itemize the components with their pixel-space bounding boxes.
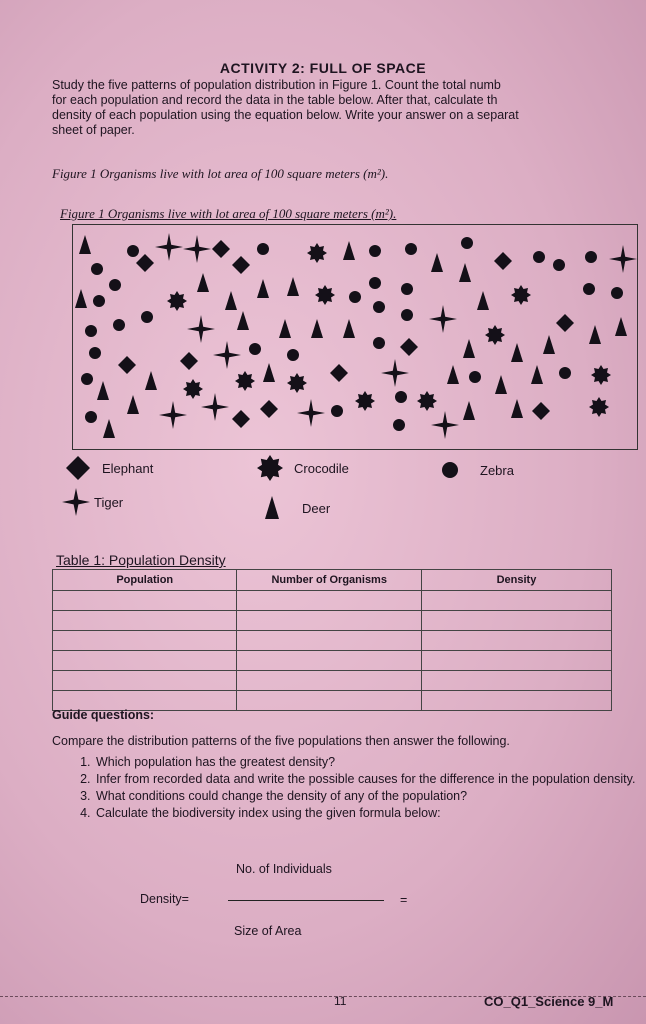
zebra-organism-icon	[81, 373, 93, 385]
legend-tiger	[62, 488, 123, 516]
tiger-organism-icon	[187, 315, 215, 343]
elephant-organism-icon	[260, 400, 278, 418]
zebra-organism-icon	[141, 311, 153, 323]
elephant-diamond-icon	[64, 454, 92, 482]
crocodile-organism-icon	[183, 379, 203, 399]
figure-caption-repeat: Figure 1 Organisms live with lot area of 100 square meters (m²).	[60, 206, 397, 221]
formula-numerator: No. of Individuals	[236, 862, 332, 876]
header-density: Density	[421, 570, 611, 591]
tiger-organism-icon	[297, 399, 325, 427]
formula-equals: =	[400, 893, 408, 907]
intro-line: for each population and record the data in the table below. After that, calculate th	[52, 93, 498, 107]
deer-organism-icon	[145, 371, 157, 390]
zebra-organism-icon	[287, 349, 299, 361]
elephant-organism-icon	[556, 314, 574, 332]
deer-organism-icon	[127, 395, 139, 414]
zebra-organism-icon	[113, 319, 125, 331]
formula-label: Density=	[140, 892, 189, 906]
crocodile-organism-icon	[589, 397, 609, 417]
deer-organism-icon	[225, 291, 237, 310]
guide-question: 1. Which population has the greatest density?	[94, 754, 646, 771]
table-row	[53, 651, 612, 671]
crocodile-organism-icon	[485, 325, 505, 345]
table-cell[interactable]	[53, 671, 237, 691]
deer-organism-icon	[589, 325, 601, 344]
elephant-organism-icon	[232, 256, 250, 274]
zebra-organism-icon	[85, 411, 97, 423]
zebra-organism-icon	[373, 301, 385, 313]
zebra-organism-icon	[257, 243, 269, 255]
guide-question: 2. Infer from recorded data and write the possible causes for the difference in the population density.	[94, 771, 646, 788]
table-cell[interactable]	[421, 611, 611, 631]
crocodile-organism-icon	[511, 285, 531, 305]
elephant-organism-icon	[494, 252, 512, 270]
tiger-organism-icon	[609, 245, 637, 273]
tiger-star-icon	[62, 488, 90, 516]
zebra-organism-icon	[369, 245, 381, 257]
elephant-organism-icon	[136, 254, 154, 272]
elephant-organism-icon	[180, 352, 198, 370]
zebra-organism-icon	[109, 279, 121, 291]
deer-organism-icon	[311, 319, 323, 338]
deer-organism-icon	[263, 363, 275, 382]
zebra-organism-icon	[393, 419, 405, 431]
table-cell[interactable]	[53, 651, 237, 671]
legend-zebra-label: Zebra	[480, 462, 514, 478]
tiger-organism-icon	[183, 235, 211, 263]
table-cell[interactable]	[237, 651, 421, 671]
organism-field	[72, 224, 638, 450]
zebra-organism-icon	[401, 283, 413, 295]
table-cell[interactable]	[421, 691, 611, 711]
legend-elephant	[64, 454, 153, 482]
deer-organism-icon	[459, 263, 471, 282]
tiger-organism-icon	[429, 305, 457, 333]
zebra-organism-icon	[461, 237, 473, 249]
deer-organism-icon	[197, 273, 209, 292]
deer-organism-icon	[495, 375, 507, 394]
intro-line: density of each population using the equation below. Write your answer on a separat	[52, 108, 519, 122]
deer-organism-icon	[477, 291, 489, 310]
guide-heading: Guide questions:	[52, 708, 155, 722]
intro-line: sheet of paper.	[52, 123, 135, 137]
deer-organism-icon	[511, 343, 523, 362]
tiger-organism-icon	[159, 401, 187, 429]
header-population: Population	[53, 570, 237, 591]
table-header-row	[53, 570, 612, 591]
legend-deer	[258, 494, 330, 522]
formula-denominator: Size of Area	[234, 924, 302, 938]
crocodile-organism-icon	[167, 291, 187, 311]
crocodile-organism-icon	[417, 391, 437, 411]
deer-organism-icon	[103, 419, 115, 438]
guide-question: 4. Calculate the biodiversity index using the given formula below:	[94, 805, 646, 822]
elephant-organism-icon	[330, 364, 348, 382]
elephant-organism-icon	[232, 410, 250, 428]
table-cell[interactable]	[421, 591, 611, 611]
crocodile-organism-icon	[307, 243, 327, 263]
tiger-organism-icon	[213, 341, 241, 369]
table-row	[53, 631, 612, 651]
table-cell[interactable]	[53, 611, 237, 631]
table-cell[interactable]	[421, 631, 611, 651]
header-number-of-organisms: Number of Organisms	[237, 570, 421, 591]
legend-zebra	[436, 456, 514, 484]
zebra-organism-icon	[469, 371, 481, 383]
zebra-organism-icon	[127, 245, 139, 257]
zebra-organism-icon	[583, 283, 595, 295]
zebra-organism-icon	[369, 277, 381, 289]
zebra-organism-icon	[91, 263, 103, 275]
crocodile-star-icon	[256, 454, 284, 482]
zebra-organism-icon	[89, 347, 101, 359]
crocodile-organism-icon	[287, 373, 307, 393]
elephant-organism-icon	[400, 338, 418, 356]
legend-elephant-label: Elephant	[102, 460, 154, 476]
guide-prompt: Compare the distribution patterns of the five populations then answer the following.	[52, 734, 510, 748]
crocodile-organism-icon	[355, 391, 375, 411]
tiger-organism-icon	[201, 393, 229, 421]
tiger-organism-icon	[155, 233, 183, 261]
crocodile-organism-icon	[235, 371, 255, 391]
deer-organism-icon	[531, 365, 543, 384]
zebra-organism-icon	[559, 367, 571, 379]
deer-organism-icon	[543, 335, 555, 354]
deer-organism-icon	[463, 339, 475, 358]
intro-line: Study the five patterns of population distribution in Figure 1. Count the total numb	[52, 78, 501, 92]
elephant-organism-icon	[532, 402, 550, 420]
deer-organism-icon	[257, 279, 269, 298]
legend-tiger-label: Tiger	[94, 494, 124, 510]
deer-organism-icon	[447, 365, 459, 384]
deer-organism-icon	[75, 289, 87, 308]
zebra-organism-icon	[533, 251, 545, 263]
table-cell[interactable]	[237, 691, 421, 711]
zebra-organism-icon	[349, 291, 361, 303]
table-caption: Table 1: Population Density	[56, 552, 226, 568]
deer-organism-icon	[79, 235, 91, 254]
tiger-organism-icon	[381, 359, 409, 387]
table-row	[53, 611, 612, 631]
zebra-organism-icon	[331, 405, 343, 417]
module-code: CO_Q1_Science 9_M	[484, 994, 614, 1009]
table-row	[53, 591, 612, 611]
table-cell[interactable]	[53, 631, 237, 651]
figure-caption: Figure 1 Organisms live with lot area of 100 square meters (m²).	[52, 166, 389, 181]
page-number: 11	[334, 994, 347, 1008]
crocodile-organism-icon	[315, 285, 335, 305]
legend-crocodile-label: Crocodile	[294, 460, 349, 476]
tiger-organism-icon	[431, 411, 459, 439]
activity-title: ACTIVITY 2: FULL OF SPACE	[219, 60, 427, 76]
guide-question-list	[52, 754, 646, 822]
crocodile-organism-icon	[591, 365, 611, 385]
zebra-circle-icon	[436, 456, 464, 484]
deer-organism-icon	[237, 311, 249, 330]
elephant-organism-icon	[118, 356, 136, 374]
table-cell[interactable]	[237, 591, 421, 611]
zebra-organism-icon	[93, 295, 105, 307]
organism-field-canvas	[73, 225, 637, 449]
table-cell[interactable]	[421, 651, 611, 671]
table-cell[interactable]	[421, 671, 611, 691]
table-row	[53, 671, 612, 691]
zebra-organism-icon	[401, 309, 413, 321]
zebra-organism-icon	[373, 337, 385, 349]
table-cell[interactable]	[237, 671, 421, 691]
zebra-organism-icon	[611, 287, 623, 299]
guide-question: 3. What conditions could change the density of any of the population?	[94, 788, 646, 805]
intro-text	[52, 78, 642, 138]
zebra-organism-icon	[395, 391, 407, 403]
zebra-organism-icon	[85, 325, 97, 337]
table-cell[interactable]	[237, 611, 421, 631]
table-cell[interactable]	[53, 591, 237, 611]
deer-organism-icon	[343, 319, 355, 338]
deer-organism-icon	[279, 319, 291, 338]
legend-crocodile	[256, 454, 349, 482]
zebra-organism-icon	[585, 251, 597, 263]
deer-triangle-icon	[258, 494, 286, 522]
deer-organism-icon	[287, 277, 299, 296]
formula-fraction-bar	[228, 900, 384, 901]
deer-organism-icon	[615, 317, 627, 336]
population-density-table	[52, 569, 612, 711]
deer-organism-icon	[511, 399, 523, 418]
elephant-organism-icon	[212, 240, 230, 258]
table-cell[interactable]	[237, 631, 421, 651]
deer-organism-icon	[463, 401, 475, 420]
zebra-organism-icon	[553, 259, 565, 271]
zebra-organism-icon	[405, 243, 417, 255]
legend-deer-label: Deer	[302, 500, 331, 516]
zebra-organism-icon	[249, 343, 261, 355]
deer-organism-icon	[431, 253, 443, 272]
deer-organism-icon	[97, 381, 109, 400]
deer-organism-icon	[343, 241, 355, 260]
